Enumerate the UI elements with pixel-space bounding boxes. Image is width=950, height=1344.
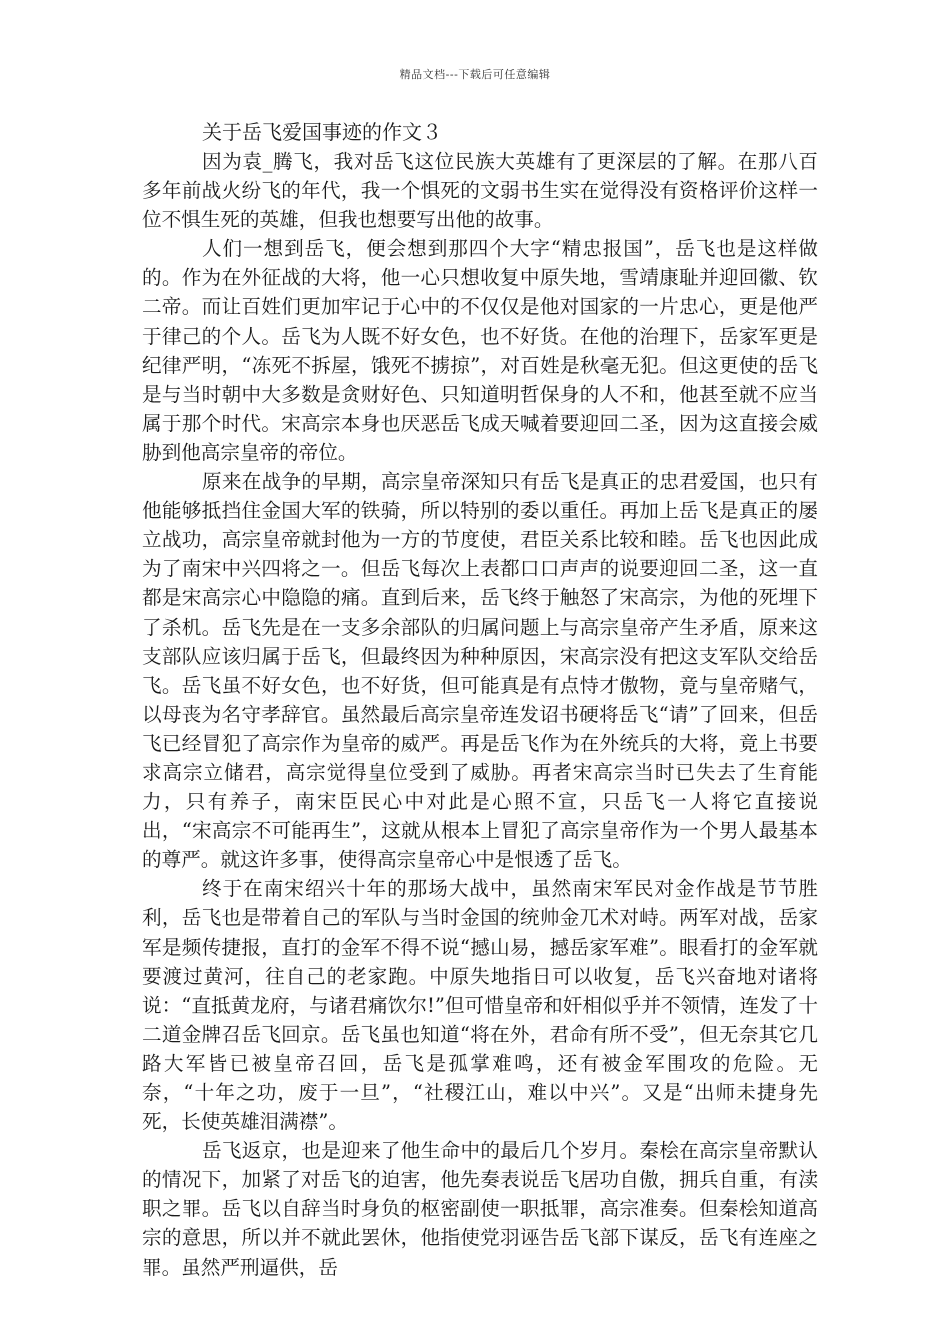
paragraph-3: 原来在战争的早期，高宗皇帝深知只有岳飞是真正的忠君爱国，也只有他能够抵挡住金国大军的铁骑，所以特别的委以重任。再加上岳飞是真正的屡立战功，高宗皇帝就封他为一方的节度使，君臣关系比较和睦。岳飞也因此成为了南宋中兴四将之一。但岳飞每次上表都口口声声的说要迎回二圣，这一直都是宋高宗心中隐隐的痛。直到后来，岳飞终于触怒了宋高宗，为他的死埋下了杀机。岳飞先是在一支多余部队的归属问题上与高宗皇帝产生矛盾，原来这支部队应该归属于岳飞，但最终因为种种原因，宋高宗没有把这支军队交给岳飞。岳飞虽不好女色，也不好货，但可能真是有点恃才傲物，竟与皇帝赌气，以母丧为名守孝辞官。虽然最后高宗皇帝连发诏书硬将岳飞“请”了回来，但岳飞已经冒犯了高宗作为皇帝的威严。再是岳飞作为在外统兵的大将，竟上书要求高宗立储君，高宗觉得皇位受到了威胁。再者宋高宗当时已失去了生育能力，只有养子，南宋臣民心中对此是心照不宣，只岳飞一人将它直接说出，“宋高宗不可能再生”，这就从根本上冒犯了高宗皇帝作为一个男人最基本的尊严。就这许多事，使得高宗皇帝心中是恨透了岳飞。 — [142, 470, 818, 872]
paragraph-1: 因为袁_腾飞，我对岳飞这位民族大英雄有了更深层的了解。在那八百多年前战火纷飞的年代，我一个惧死的文弱书生实在觉得没有资格评价这样一位不惧生死的英雄，但我也想要写出他的故事。 — [142, 150, 818, 232]
paragraph-2: 人们一想到岳飞，便会想到那四个大字“精忠报国”，岳飞也是这样做的。作为在外征战的大将，他一心只想收复中原失地，雪靖康耻并迎回徽、钦二帝。而让百姓们更加牢记于心中的不仅仅是他对国家的一片忠心，更是他严于律己的个人。岳飞为人既不好女色，也不好货。在他的治理下，岳家军更是纪律严明，“冻死不拆屋，饿死不掳掠”，对百姓是秋毫无犯。但这更使的岳飞是与当时朝中大多数是贪财好色、只知道明哲保身的人不和，他甚至就不应当属于那个时代。宋高宗本身也厌恶岳飞成天喊着要迎回二圣，因为这直接会威胁到他高宗皇帝的帝位。 — [142, 237, 818, 464]
document-title: 关于岳飞爱国事迹的作文３ — [202, 120, 442, 144]
paragraph-4: 终于在南宋绍兴十年的那场大战中，虽然南宋军民对金作战是节节胜利，岳飞也是带着自己的军队与当时金国的统帅金兀术对峙。两军对战，岳家军是频传捷报，直打的金军不得不说“撼山易，撼岳家军难”。眼看打的金军就要渡过黄河，往自己的老家跑。中原失地指日可以收复，岳飞兴奋地对诸将说：“直抵黄龙府，与诸君痛饮尔!”但可惜皇帝和奸相似乎并不领情，连发了十二道金牌召岳飞回京。岳飞虽也知道“将在外，君命有所不受”，但无奈其它几路大军皆已被皇帝召回，岳飞是孤掌难鸣，还有被金军围攻的危险。无奈，“十年之功，废于一旦”，“社稷江山，难以中兴”。又是“出师未捷身先死，长使英雄泪满襟”。 — [142, 877, 818, 1134]
document-body — [142, 118, 818, 1282]
paragraph-5: 岳飞返京，也是迎来了他生命中的最后几个岁月。秦桧在高宗皇帝默认的情况下，加紧了对岳飞的迫害，他先奏表说岳飞居功自傲，拥兵自重，有渎职之罪。岳飞以自辞当时身负的枢密副使一职抵罪，高宗准奏。但秦桧知道高宗的意思，所以并不就此罢休，他指使党羽诬告岳飞部下谋反，岳飞有连座之罪。虽然严刑逼供，岳 — [142, 1139, 818, 1279]
page-header-note: 精品文档---下载后可任意编辑 — [399, 68, 551, 81]
